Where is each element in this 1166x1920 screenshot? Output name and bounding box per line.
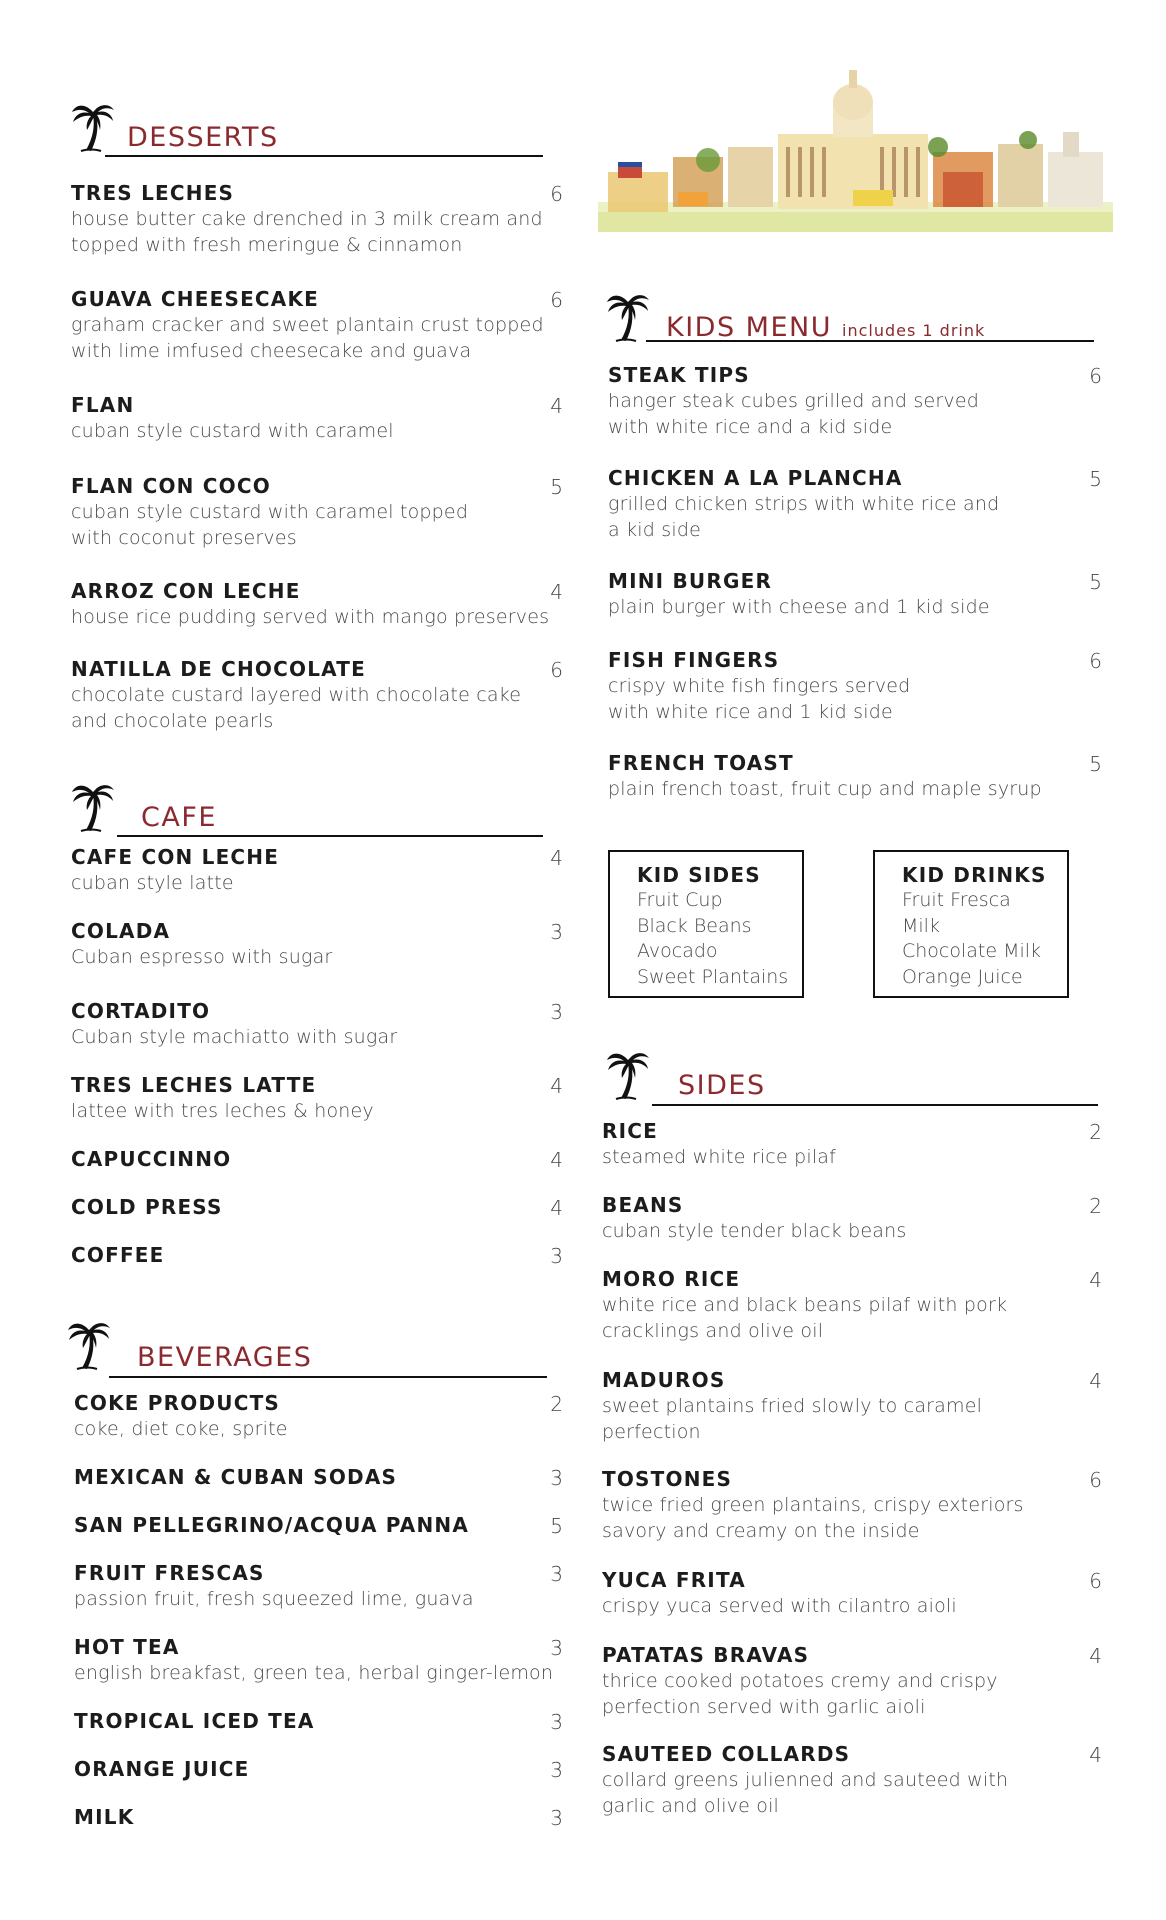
item-name: TRES LECHES LATTE <box>71 1073 317 1097</box>
palm-tree-icon <box>71 780 115 840</box>
menu-item <box>602 1367 1102 1445</box>
menu-item <box>71 918 563 970</box>
menu-item <box>608 465 1102 543</box>
menu-item <box>71 392 563 444</box>
havana-skyline-illustration <box>598 62 1113 242</box>
item-description: cracklings and olive oil <box>602 1320 824 1342</box>
item-name: SAN PELLEGRINO/ACQUA PANNA <box>74 1513 470 1537</box>
item-price: 3 <box>550 1000 563 1024</box>
item-description: english breakfast, green tea, herbal ginger-lemon <box>74 1662 554 1684</box>
item-name: GUAVA CHEESECAKE <box>71 287 320 311</box>
item-description: cuban style custard with caramel <box>71 420 394 442</box>
desserts-header <box>71 100 563 162</box>
item-price: 6 <box>1089 1468 1102 1492</box>
item-description: passion fruit, fresh squeezed lime, guava <box>74 1588 474 1610</box>
item-description: coke, diet coke, sprite <box>74 1418 288 1440</box>
item-name: SAUTEED COLLARDS <box>602 1742 851 1766</box>
item-name: CAPUCCINNO <box>71 1147 232 1171</box>
item-name: COKE PRODUCTS <box>74 1391 281 1415</box>
item-name: CAFE CON LECHE <box>71 845 280 869</box>
item-description: thrice cooked potatoes cremy and crispy <box>602 1670 998 1692</box>
palm-tree-icon <box>606 290 650 350</box>
desserts-title: DESSERTS <box>127 122 279 153</box>
item-price: 4 <box>550 580 563 604</box>
menu-item <box>74 1634 563 1686</box>
menu-item <box>74 1804 563 1830</box>
menu-item <box>71 1146 563 1172</box>
item-name: FISH FINGERS <box>608 648 780 672</box>
menu-item <box>608 750 1102 802</box>
kids-menu-title <box>666 312 985 343</box>
item-price: 3 <box>550 920 563 944</box>
item-name: COLD PRESS <box>71 1195 223 1219</box>
item-description: steamed white rice pilaf <box>602 1146 837 1168</box>
item-description: house butter cake drenched in 3 milk cream and <box>71 208 543 230</box>
menu-item <box>71 1072 563 1124</box>
item-price: 4 <box>550 1074 563 1098</box>
item-price: 6 <box>550 658 563 682</box>
kid-drinks-title: KID DRINKS <box>902 863 1047 887</box>
item-name: PATATAS BRAVAS <box>602 1643 810 1667</box>
kid-drink-item: Milk <box>902 914 940 937</box>
menu-item <box>602 1118 1102 1170</box>
item-description: topped with fresh meringue & cinnamon <box>71 234 463 256</box>
menu-item <box>71 473 563 551</box>
palm-tree-icon <box>71 100 115 160</box>
item-price: 3 <box>550 1758 563 1782</box>
kid-drink-item: Fruit Fresca <box>902 889 1011 911</box>
menu-item <box>71 656 563 734</box>
item-name: FRENCH TOAST <box>608 751 794 775</box>
kid-side-item: Black Beans <box>637 914 752 937</box>
item-description: white rice and black beans pilaf with pork <box>602 1294 1008 1316</box>
section-divider <box>105 155 543 157</box>
item-description: lattee with tres leches & honey <box>71 1100 374 1122</box>
menu-item <box>608 568 1102 620</box>
menu-item <box>71 1194 563 1220</box>
item-name: RICE <box>602 1119 658 1143</box>
item-price: 3 <box>550 1636 563 1660</box>
item-description: with lime imfused cheesecake and guava <box>71 340 472 362</box>
kid-sides-title: KID SIDES <box>637 863 761 887</box>
item-name: ORANGE JUICE <box>74 1757 250 1781</box>
kids-menu-header <box>606 290 1102 352</box>
item-name: YUCA FRITA <box>602 1568 746 1592</box>
item-description: cuban style tender black beans <box>602 1220 907 1242</box>
item-price: 6 <box>550 182 563 206</box>
item-description: with coconut preserves <box>71 527 297 549</box>
menu-item <box>74 1756 563 1782</box>
item-description: and chocolate pearls <box>71 710 274 732</box>
item-description: savory and creamy on the inside <box>602 1520 920 1542</box>
item-name: CHICKEN A LA PLANCHA <box>608 466 903 490</box>
item-price: 6 <box>1089 1569 1102 1593</box>
menu-item <box>602 1567 1102 1619</box>
item-description: Cuban espresso with sugar <box>71 946 333 968</box>
item-name: CORTADITO <box>71 999 211 1023</box>
item-price: 4 <box>1089 1743 1102 1767</box>
beverages-title: BEVERAGES <box>137 1342 313 1373</box>
kid-drink-item: Chocolate Milk <box>902 940 1042 962</box>
item-name: MORO RICE <box>602 1267 741 1291</box>
item-price: 4 <box>550 394 563 418</box>
item-price: 5 <box>1089 467 1102 491</box>
kid-drink-item: Orange Juice <box>902 965 1023 988</box>
cafe-header <box>71 780 563 842</box>
item-name: COLADA <box>71 919 171 943</box>
kid-side-item: Sweet Plantains <box>637 965 789 988</box>
right-column <box>602 290 1102 1860</box>
kids-menu-subtitle: includes 1 drink <box>842 321 986 340</box>
item-price: 3 <box>550 1562 563 1586</box>
cafe-title: CAFE <box>141 802 217 833</box>
menu-item <box>608 362 1102 440</box>
item-price: 2 <box>1089 1120 1102 1144</box>
item-description: hanger steak cubes grilled and served <box>608 390 979 412</box>
item-name: HOT TEA <box>74 1635 180 1659</box>
item-name: COFFEE <box>71 1243 165 1267</box>
item-name: TOSTONES <box>602 1467 733 1491</box>
item-description: plain french toast, fruit cup and maple syrup <box>608 778 1042 800</box>
menu-item <box>71 180 563 258</box>
item-description: with white rice and a kid side <box>608 416 893 438</box>
item-price: 5 <box>550 1514 563 1538</box>
item-name: FRUIT FRESCAS <box>74 1561 265 1585</box>
menu-item <box>74 1560 563 1612</box>
item-description: grilled chicken strips with white rice and <box>608 493 1000 515</box>
menu-item <box>71 286 563 364</box>
item-description: perfection <box>602 1421 701 1443</box>
item-price: 6 <box>1089 364 1102 388</box>
item-price: 4 <box>550 846 563 870</box>
item-name: TRES LECHES <box>71 181 235 205</box>
item-description: a kid side <box>608 519 701 541</box>
menu-item <box>74 1464 563 1490</box>
item-description: with white rice and 1 kid side <box>608 701 893 723</box>
item-name: MILK <box>74 1805 135 1829</box>
item-description: garlic and olive oil <box>602 1795 780 1817</box>
item-price: 4 <box>1089 1644 1102 1668</box>
item-price: 4 <box>550 1148 563 1172</box>
menu-item <box>71 578 563 630</box>
menu-item <box>71 844 563 896</box>
item-price: 2 <box>550 1392 563 1416</box>
item-price: 3 <box>550 1466 563 1490</box>
item-price: 5 <box>550 475 563 499</box>
item-description: collard greens julienned and sauteed with <box>602 1769 1009 1791</box>
menu-item <box>608 647 1102 725</box>
item-name: MINI BURGER <box>608 569 773 593</box>
kid-sides-box <box>608 850 804 998</box>
item-name: TROPICAL ICED TEA <box>74 1709 315 1733</box>
kid-side-item: Fruit Cup <box>637 889 723 911</box>
item-price: 5 <box>1089 752 1102 776</box>
item-description: chocolate custard layered with chocolate cake <box>71 684 522 706</box>
menu-item <box>602 1741 1102 1819</box>
item-name: BEANS <box>602 1193 684 1217</box>
menu-item <box>602 1642 1102 1720</box>
beverages-header <box>67 1318 563 1380</box>
left-column <box>71 100 563 1860</box>
item-description: plain burger with cheese and 1 kid side <box>608 596 990 618</box>
item-name: MEXICAN & CUBAN SODAS <box>74 1465 398 1489</box>
sides-title: SIDES <box>678 1070 766 1101</box>
item-description: crispy white fish fingers served <box>608 675 911 697</box>
item-description: cuban style latte <box>71 872 234 894</box>
item-price: 4 <box>1089 1369 1102 1393</box>
item-name: MADUROS <box>602 1368 726 1392</box>
item-price: 6 <box>1089 649 1102 673</box>
item-name: ARROZ CON LECHE <box>71 579 301 603</box>
kid-side-item: Avocado <box>637 940 718 962</box>
menu-item <box>74 1512 563 1538</box>
item-price: 6 <box>550 288 563 312</box>
sides-header <box>606 1048 1102 1110</box>
item-description: sweet plantains fried slowly to caramel <box>602 1395 983 1417</box>
menu-item <box>74 1708 563 1734</box>
item-price: 5 <box>1089 570 1102 594</box>
section-divider <box>117 835 543 837</box>
item-description: Cuban style machiatto with sugar <box>71 1026 398 1048</box>
menu-item <box>602 1466 1102 1544</box>
item-price: 3 <box>550 1806 563 1830</box>
item-name: NATILLA DE CHOCOLATE <box>71 657 366 681</box>
menu-item <box>602 1266 1102 1344</box>
menu-item <box>71 998 563 1050</box>
item-description: perfection served with garlic aioli <box>602 1696 926 1718</box>
item-price: 2 <box>1089 1194 1102 1218</box>
item-price: 4 <box>1089 1268 1102 1292</box>
menu-item <box>71 1242 563 1268</box>
section-divider <box>109 1376 547 1378</box>
item-description: cuban style custard with caramel topped <box>71 501 469 523</box>
menu-item <box>602 1192 1102 1244</box>
section-divider <box>652 1104 1098 1106</box>
item-price: 4 <box>550 1196 563 1220</box>
palm-tree-icon <box>67 1318 111 1378</box>
item-description: graham cracker and sweet plantain crust topped <box>71 314 544 336</box>
palm-tree-icon <box>606 1048 650 1108</box>
item-name: FLAN <box>71 393 135 417</box>
kid-drinks-box <box>873 850 1069 998</box>
item-name: STEAK TIPS <box>608 363 750 387</box>
item-price: 3 <box>550 1244 563 1268</box>
kids-menu-title-text: KIDS MENU <box>666 312 832 343</box>
item-description: crispy yuca served with cilantro aioli <box>602 1595 957 1617</box>
item-price: 3 <box>550 1710 563 1734</box>
section-divider <box>646 340 1094 342</box>
item-description: house rice pudding served with mango preserves <box>71 606 550 628</box>
item-name: FLAN CON COCO <box>71 474 271 498</box>
item-description: twice fried green plantains, crispy exteriors <box>602 1494 1024 1516</box>
menu-item <box>74 1390 563 1442</box>
